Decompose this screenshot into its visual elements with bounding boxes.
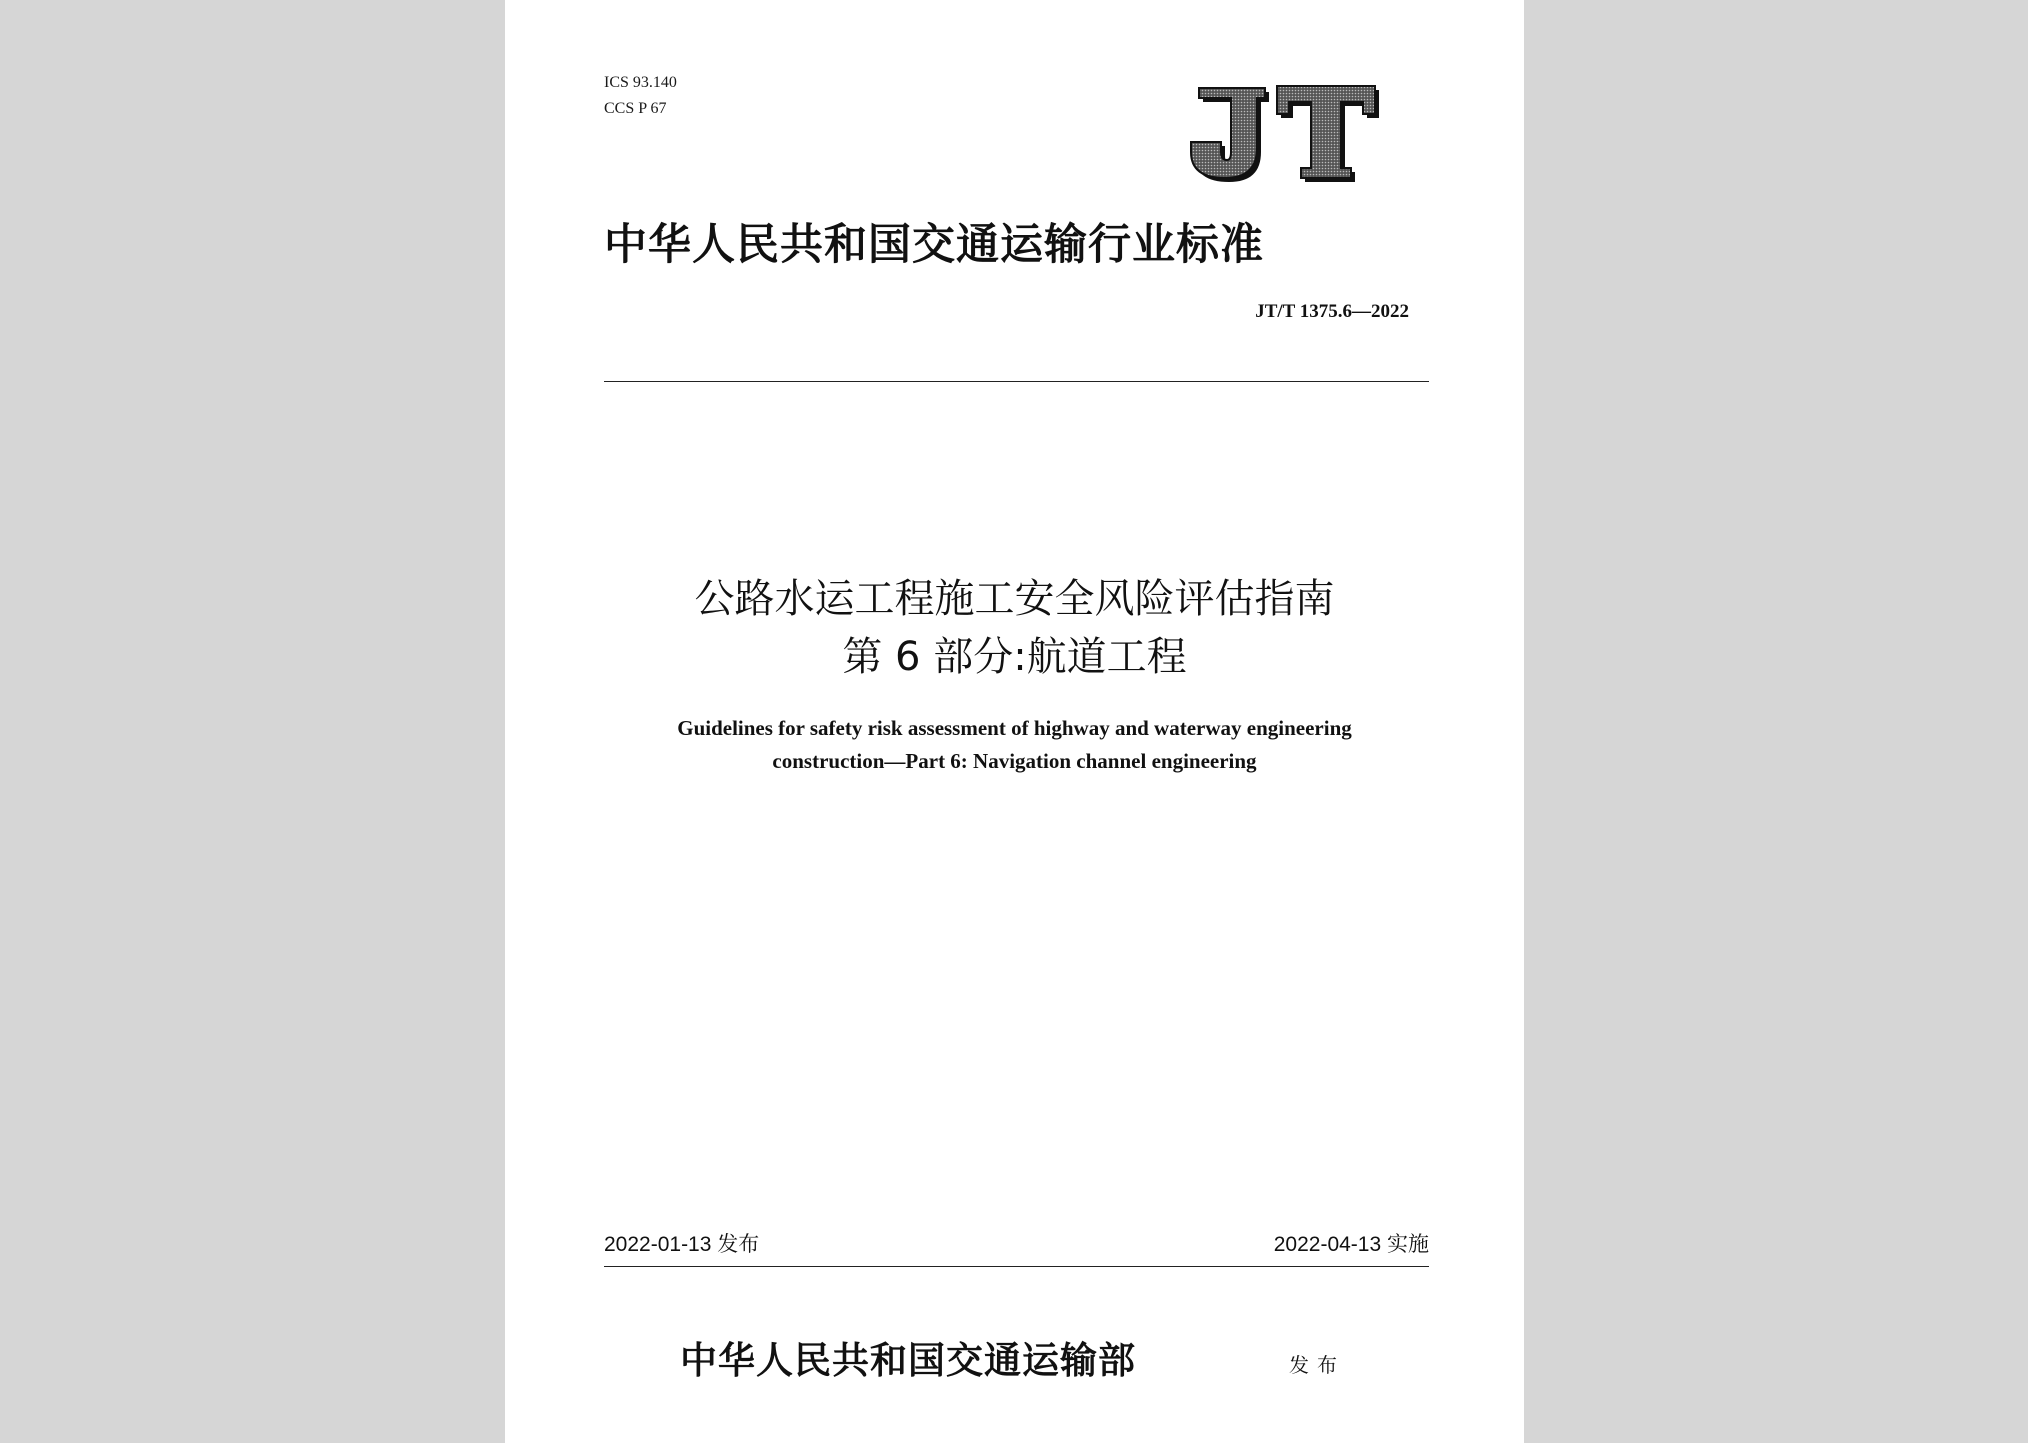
footer-divider	[604, 1266, 1429, 1267]
issue-date: 2022-01-13 发布	[604, 1233, 760, 1256]
header-divider	[604, 381, 1429, 382]
document-cover-page	[505, 0, 1524, 1443]
publisher-name: 中华人民共和国交通运输部	[680, 1338, 1136, 1382]
document-title-cn	[505, 570, 1524, 686]
title-en-line-1: Guidelines for safety risk assessment of highway and waterway engineering	[677, 716, 1352, 740]
jt-logo	[1177, 80, 1382, 182]
classification-codes	[604, 70, 677, 122]
standard-number: JT/T 1375.6—2022	[1255, 301, 1409, 322]
ics-code: ICS 93.140	[604, 74, 677, 91]
agency-title: 中华人民共和国交通运输行业标准	[604, 220, 1264, 270]
title-en-line-2: construction—Part 6: Navigation channel engineering	[772, 749, 1257, 773]
implementation-date: 2022-04-13 实施	[1273, 1233, 1429, 1256]
document-title-en	[505, 712, 1524, 778]
title-cn-line-2: 第 6 部分:航道工程	[842, 634, 1187, 680]
ccs-code: CCS P 67	[604, 100, 667, 117]
publish-label: 发布	[1289, 1353, 1345, 1377]
title-cn-line-1: 公路水运工程施工安全风险评估指南	[694, 576, 1335, 622]
